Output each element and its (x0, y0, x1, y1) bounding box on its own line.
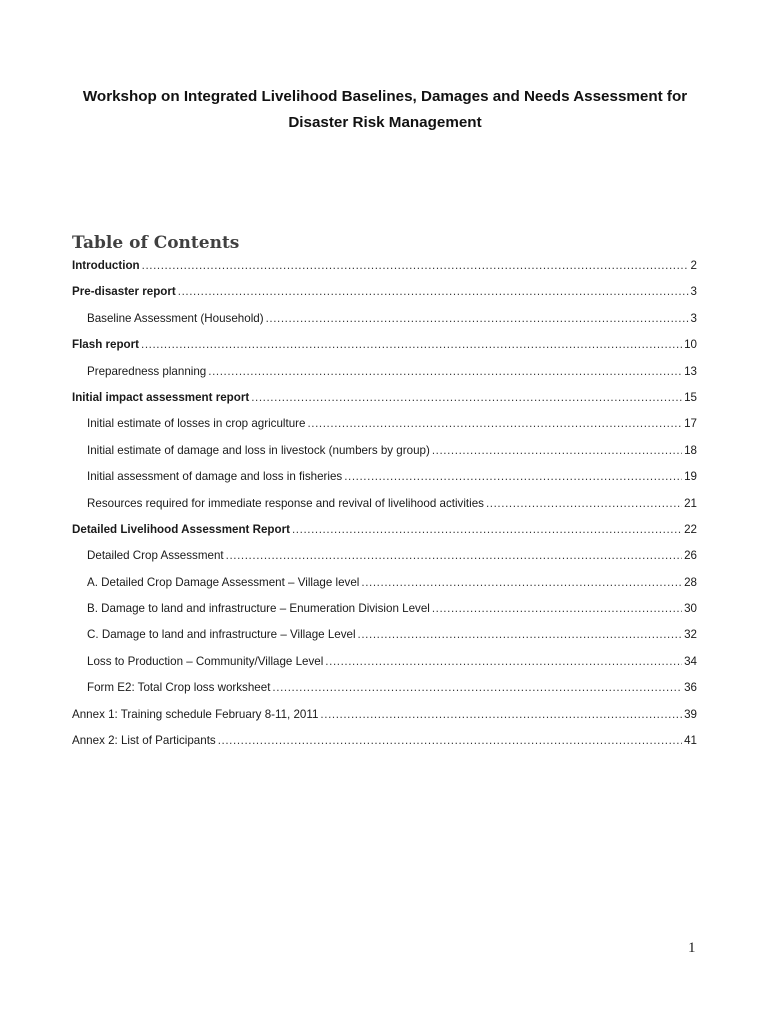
toc-entry[interactable] (72, 497, 697, 523)
toc-entry[interactable] (72, 365, 697, 391)
toc-entry-label: Resources required for immediate response and revival of livelihood activities (87, 496, 484, 510)
table-of-contents (72, 259, 697, 760)
toc-entry[interactable] (72, 444, 697, 470)
toc-dot-leader (142, 259, 689, 272)
toc-entry-label: Form E2: Total Crop loss worksheet (87, 681, 271, 695)
toc-dot-leader (320, 708, 682, 721)
toc-entry-label: Detailed Crop Assessment (87, 549, 224, 563)
toc-dot-leader (178, 285, 689, 298)
toc-entry-page: 19 (684, 470, 697, 484)
toc-dot-leader (325, 655, 682, 668)
toc-entry[interactable] (72, 628, 697, 654)
toc-entry-page: 32 (684, 628, 697, 642)
toc-dot-leader (432, 444, 682, 457)
document-title (60, 84, 710, 136)
toc-entry-page: 10 (684, 338, 697, 352)
toc-entry[interactable] (72, 259, 697, 285)
toc-dot-leader (344, 470, 682, 483)
document-title-line-1: Workshop on Integrated Livelihood Baselines, Damages and Needs Assessment for (82, 88, 688, 105)
toc-dot-leader (358, 628, 683, 641)
toc-dot-leader (486, 497, 682, 510)
toc-entry-page: 17 (684, 417, 697, 431)
toc-entry-page: 34 (684, 654, 697, 668)
toc-entry-page: 18 (684, 443, 697, 457)
toc-entry-label: Baseline Assessment (Household) (87, 311, 264, 325)
toc-entry-label: Initial impact assessment report (72, 390, 250, 404)
toc-dot-leader (141, 338, 682, 351)
toc-entry-page: 22 (684, 522, 697, 536)
toc-entry-label: Initial assessment of damage and loss in fisheries (87, 470, 343, 484)
toc-entry-label: Detailed Livelihood Assessment Report (72, 522, 290, 536)
toc-entry[interactable] (72, 734, 697, 760)
toc-entry-label: A. Detailed Crop Damage Assessment – Village level (87, 575, 360, 589)
toc-entry-page: 28 (684, 575, 697, 589)
toc-entry-page: 13 (684, 364, 697, 378)
toc-entry-label: Pre-disaster report (72, 285, 176, 299)
toc-dot-leader (361, 576, 682, 589)
toc-entry-page: 39 (684, 707, 697, 721)
page-number: 1 (688, 940, 696, 956)
toc-entry-page: 41 (684, 734, 697, 748)
toc-entry[interactable] (72, 391, 697, 417)
toc-entry-label: Loss to Production – Community/Village Level (87, 654, 324, 668)
toc-entry-page: 2 (690, 259, 697, 272)
toc-entry-page: 36 (684, 681, 697, 695)
toc-entry-label: Annex 1: Training schedule February 8-11, 2011 (72, 707, 319, 721)
toc-dot-leader (307, 417, 682, 430)
toc-entry[interactable] (72, 681, 697, 707)
toc-entry-label: C. Damage to land and infrastructure – Village Level (87, 628, 356, 642)
toc-entry-page: 21 (684, 496, 697, 510)
toc-entry[interactable] (72, 312, 697, 338)
toc-dot-leader (208, 365, 682, 378)
toc-dot-leader (226, 549, 682, 562)
toc-entry[interactable] (72, 549, 697, 575)
toc-entry-label: Flash report (72, 338, 139, 352)
toc-entry[interactable] (72, 417, 697, 443)
toc-entry[interactable] (72, 576, 697, 602)
toc-entry[interactable] (72, 470, 697, 496)
toc-dot-leader (266, 312, 689, 325)
toc-dot-leader (292, 523, 682, 536)
toc-entry-label: Initial estimate of damage and loss in livestock (numbers by group) (87, 443, 430, 457)
toc-entry-label: Annex 2: List of Participants (72, 734, 216, 748)
toc-entry[interactable] (72, 602, 697, 628)
document-title-line-2: Disaster Risk Management (288, 114, 482, 131)
toc-entry[interactable] (72, 285, 697, 311)
toc-entry-page: 3 (690, 285, 697, 299)
toc-entry[interactable] (72, 655, 697, 681)
toc-entry[interactable] (72, 523, 697, 549)
toc-entry-page: 3 (690, 311, 697, 325)
toc-entry-page: 15 (684, 390, 697, 404)
toc-entry-label: B. Damage to land and infrastructure – Enumeration Division Level (87, 602, 430, 616)
toc-dot-leader (218, 734, 682, 747)
toc-entry-page: 26 (684, 549, 697, 563)
toc-dot-leader (272, 681, 682, 694)
toc-dot-leader (432, 602, 682, 615)
toc-entry[interactable] (72, 338, 697, 364)
toc-entry-page: 30 (684, 602, 697, 616)
toc-entry-label: Preparedness planning (87, 364, 207, 378)
toc-heading: Table of Contents (72, 233, 240, 253)
toc-entry[interactable] (72, 708, 697, 734)
toc-entry-label: Initial estimate of losses in crop agriculture (87, 417, 306, 431)
toc-dot-leader (251, 391, 682, 404)
toc-entry-label: Introduction (72, 259, 140, 272)
